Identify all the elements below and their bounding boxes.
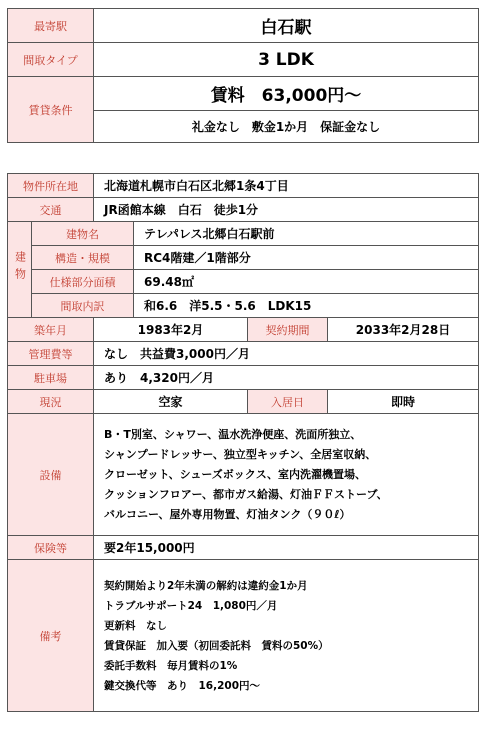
notes-line: 賃貸保証 加入要（初回委託料 賃料の50%）: [104, 639, 329, 652]
structure-label: 構造・規模: [32, 246, 134, 270]
transport-value: JR函館本線 白石 徒歩1分: [94, 198, 479, 222]
address-label: 物件所在地: [8, 174, 94, 198]
rooms-label: 間取内訳: [32, 294, 134, 318]
facilities-line: バルコニー、屋外専用物置、灯油タンク（９０ℓ）: [104, 507, 351, 521]
station-value: 白石駅: [94, 9, 479, 43]
movein-label: 入居日: [248, 390, 328, 414]
notes-line: 契約開始より2年未満の解約は違約金1か月: [104, 579, 308, 592]
area-label: 仕様部分面積: [32, 270, 134, 294]
summary-table: [7, 8, 479, 143]
structure-value: RC4階建／1階部分: [134, 246, 479, 270]
facilities-list: [94, 414, 479, 536]
parking-value: あり 4,320円／月: [94, 366, 479, 390]
status-label: 現況: [8, 390, 94, 414]
facilities-line: クッションフロアー、都市ガス給湯、灯油ＦＦストーブ、: [104, 487, 388, 501]
conditions-value: 礼金なし 敷金1か月 保証金なし: [94, 111, 479, 143]
built-value: 1983年2月: [94, 318, 248, 342]
rooms-value: 和6.6 洋5.5・5.6 LDK15: [134, 294, 479, 318]
insurance-label: 保険等: [8, 536, 94, 560]
notes-label: 備考: [8, 560, 94, 712]
mgmt-label: 管理費等: [8, 342, 94, 366]
rent-value: 賃料 63,000円～: [94, 77, 479, 111]
area-value: 69.48㎡: [134, 270, 479, 294]
details-table: [7, 173, 479, 712]
building-group-label: 建物: [8, 222, 32, 318]
notes-line: 更新料 なし: [104, 619, 167, 632]
status-value: 空家: [94, 390, 248, 414]
insurance-value: 要2年15,000円: [94, 536, 479, 560]
parking-label: 駐車場: [8, 366, 94, 390]
address-value: 北海道札幌市白石区北郷1条4丁目: [94, 174, 479, 198]
facilities-line: B・T別室、シャワー、温水洗浄便座、洗面所独立、: [104, 427, 362, 441]
movein-value: 即時: [328, 390, 479, 414]
notes-list: [94, 560, 479, 712]
notes-line: 委託手数料 毎月賃料の1%: [104, 659, 238, 672]
transport-label: 交通: [8, 198, 94, 222]
built-label: 築年月: [8, 318, 94, 342]
building-name-value: テレパレス北郷白石駅前: [134, 222, 479, 246]
station-label: 最寄駅: [8, 9, 94, 43]
facilities-line: シャンプードレッサー、独立型キッチン、全居室収納、: [104, 447, 377, 461]
terms-label: 賃貸条件: [8, 77, 94, 143]
layout-value: 3 LDK: [94, 43, 479, 77]
notes-line: トラブルサポート24 1,080円／月: [104, 599, 278, 612]
building-name-label: 建物名: [32, 222, 134, 246]
contract-value: 2033年2月28日: [328, 318, 479, 342]
layout-label: 間取タイプ: [8, 43, 94, 77]
facilities-label: 設備: [8, 414, 94, 536]
mgmt-value: なし 共益費3,000円／月: [94, 342, 479, 366]
notes-line: 鍵交換代等 あり 16,200円～: [104, 679, 261, 692]
contract-label: 契約期間: [248, 318, 328, 342]
facilities-line: クローゼット、シューズボックス、室内洗濯機置場、: [104, 467, 367, 481]
